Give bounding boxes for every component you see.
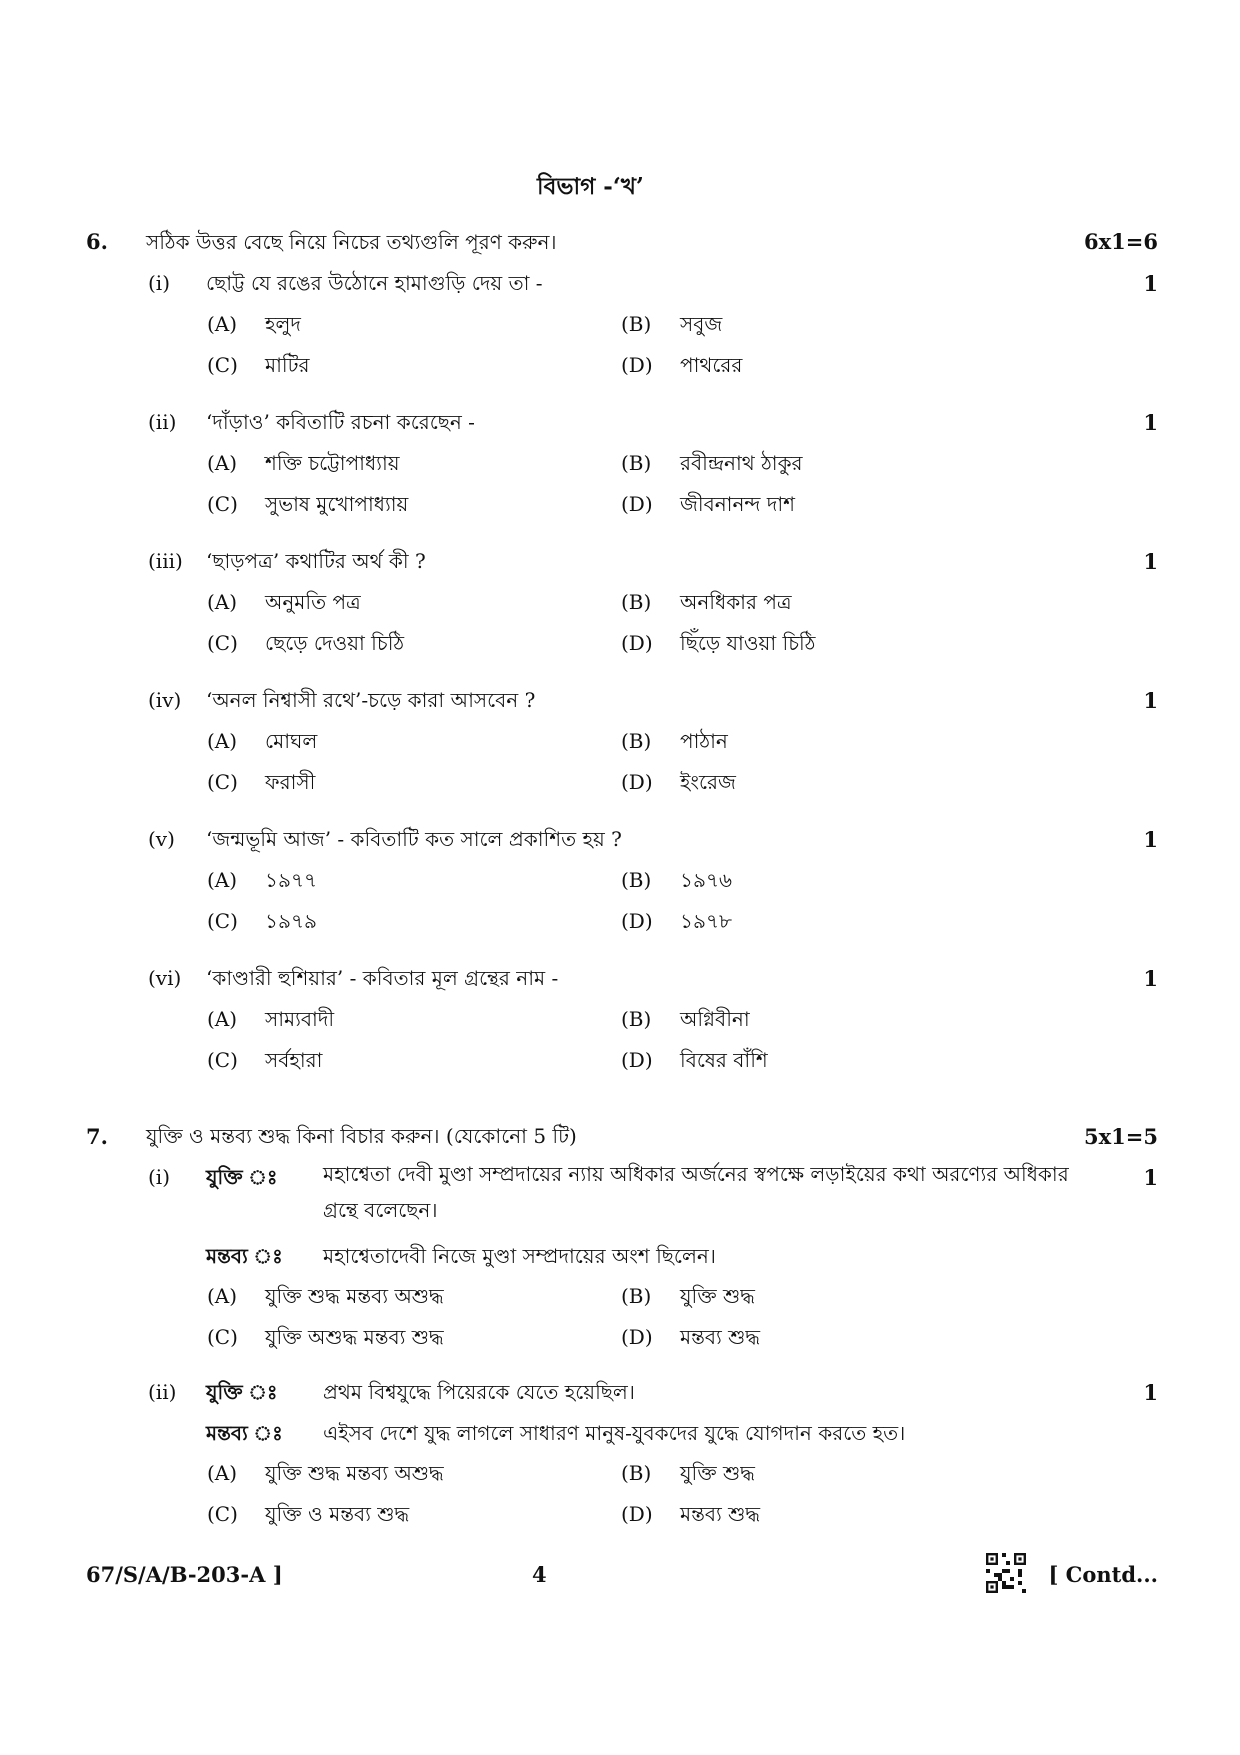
q6-4-option-c-text: ফরাসী <box>265 770 316 794</box>
q7-1-option-c-text: যুক্তি অশুদ্ধ মন্তব্য শুদ্ধ <box>265 1325 444 1349</box>
q6-5-option-a-letter: (A) <box>207 868 238 892</box>
q6-item-2-text: ‘দাঁড়াও’ কবিতাটি রচনা করেছেন - <box>206 410 475 434</box>
q7-1-option-a-letter: (A) <box>207 1284 238 1308</box>
q6-item-6-text: ‘কাণ্ডারী হুশিয়ার’ - কবিতার মূল গ্রন্থের নাম - <box>206 966 559 990</box>
q6-3-option-d-letter: (D) <box>621 631 653 655</box>
question-7-marks: 5x1=5 <box>1084 1124 1158 1149</box>
q6-1-option-c-letter: (C) <box>207 353 238 377</box>
q6-6-option-a-text: সাম্যবাদী <box>265 1007 335 1031</box>
q6-item-5-roman: (v) <box>148 827 175 851</box>
question-6-marks: 6x1=6 <box>1084 229 1158 254</box>
q7-1-option-c-letter: (C) <box>207 1325 238 1349</box>
q7-1-option-a-text: যুক্তি শুদ্ধ মন্তব্য অশুদ্ধ <box>265 1284 444 1308</box>
qr-code-icon <box>986 1553 1026 1593</box>
q7-1-option-d-letter: (D) <box>621 1325 653 1349</box>
q6-3-option-a-letter: (A) <box>207 590 238 614</box>
q6-item-5-marks: 1 <box>1143 827 1158 852</box>
q6-3-option-d-text: ছিঁড়ে যাওয়া চিঠি <box>680 631 816 655</box>
q6-2-option-c-letter: (C) <box>207 492 238 516</box>
q7-2-option-a-letter: (A) <box>207 1461 238 1485</box>
q6-2-option-d-letter: (D) <box>621 492 653 516</box>
q6-3-option-c-text: ছেড়ে দেওয়া চিঠি <box>265 631 405 655</box>
q7-1-option-d-text: মন্তব্য শুদ্ধ <box>680 1325 761 1349</box>
q6-4-option-d-text: ইংরেজ <box>680 770 736 794</box>
q6-1-option-c-text: মাটির <box>265 353 310 377</box>
q6-item-2-roman: (ii) <box>148 410 177 434</box>
q6-5-option-c-letter: (C) <box>207 909 238 933</box>
section-title: বিভাগ -‘খ’ <box>537 173 644 200</box>
q6-6-option-d-text: বিষের বাঁশি <box>680 1048 768 1072</box>
q6-2-option-b-letter: (B) <box>621 451 652 475</box>
q6-item-6-marks: 1 <box>1143 966 1158 991</box>
q7-item-1-roman: (i) <box>148 1165 171 1189</box>
q6-1-option-d-text: পাথরের <box>680 353 743 377</box>
q6-4-option-c-letter: (C) <box>207 770 238 794</box>
q6-6-option-c-text: সর্বহারা <box>265 1048 323 1072</box>
q6-item-3-text: ‘ছাড়পত্র’ কথাটির অর্থ কী ? <box>206 549 426 573</box>
q6-5-option-d-letter: (D) <box>621 909 653 933</box>
q6-item-4-roman: (iv) <box>148 688 182 712</box>
q6-5-option-a-text: ১৯৭৭ <box>265 868 317 892</box>
q7-2-reason-text: প্রথম বিশ্বযুদ্ধে পিয়েরকে যেতে হয়েছিল। <box>323 1380 635 1404</box>
q6-item-1-text: ছোট্ট যে রঙের উঠোনে হামাগুড়ি দেয় তা - <box>206 271 543 295</box>
q6-4-option-a-text: মোঘল <box>265 729 318 753</box>
q6-5-option-b-letter: (B) <box>621 868 652 892</box>
continued-label: [ Contd... <box>1048 1562 1158 1587</box>
q7-item-2-roman: (ii) <box>148 1380 177 1404</box>
q6-4-option-d-letter: (D) <box>621 770 653 794</box>
q6-2-option-d-text: জীবনানন্দ দাশ <box>680 492 795 516</box>
q6-6-option-c-letter: (C) <box>207 1048 238 1072</box>
q7-item-1-marks: 1 <box>1143 1165 1158 1190</box>
q6-5-option-d-text: ১৯৭৮ <box>680 909 732 933</box>
q6-item-1-roman: (i) <box>148 271 171 295</box>
q6-2-option-a-letter: (A) <box>207 451 238 475</box>
q6-item-5-text: ‘জন্মভূমি আজ’ - কবিতাটি কত সালে প্রকাশিত হয় ? <box>206 827 622 851</box>
q6-1-option-a-text: হলুদ <box>265 312 301 336</box>
q7-1-reason-label: যুক্তি ঃ <box>206 1165 278 1189</box>
q7-2-comment-label: মন্তব্য ঃ <box>206 1421 283 1445</box>
q6-1-option-a-letter: (A) <box>207 312 238 336</box>
q6-item-3-roman: (iii) <box>148 549 183 573</box>
q6-1-option-b-letter: (B) <box>621 312 652 336</box>
q6-3-option-b-text: অনধিকার পত্র <box>680 590 792 614</box>
q6-item-3-marks: 1 <box>1143 549 1158 574</box>
q6-6-option-a-letter: (A) <box>207 1007 238 1031</box>
q6-item-1-marks: 1 <box>1143 271 1158 296</box>
q7-2-option-a-text: যুক্তি শুদ্ধ মন্তব্য অশুদ্ধ <box>265 1461 444 1485</box>
question-6-instruction: সঠিক উত্তর বেছে নিয়ে নিচের তথ্যগুলি পূরণ করুন। <box>146 230 557 254</box>
q7-2-option-d-letter: (D) <box>621 1502 653 1526</box>
q6-4-option-b-text: পাঠান <box>680 729 728 753</box>
q6-4-option-a-letter: (A) <box>207 729 238 753</box>
q7-1-reason-text: মহাশ্বেতা দেবী মুণ্ডা সম্প্রদায়ের ন্যায় অধিকার অর্জনের স্বপক্ষে লড়াইয়ের কথা অরণ্যের অধিকার গ্রন্থে বলেছেন। <box>323 1162 1069 1222</box>
q6-2-option-a-text: শক্তি চট্টোপাধ্যায় <box>265 451 400 475</box>
q7-2-option-c-letter: (C) <box>207 1502 238 1526</box>
q7-1-option-b-text: যুক্তি শুদ্ধ <box>680 1284 755 1308</box>
q6-4-option-b-letter: (B) <box>621 729 652 753</box>
question-7-number: 7. <box>86 1124 108 1149</box>
q7-2-reason-label: যুক্তি ঃ <box>206 1380 278 1404</box>
q6-2-option-c-text: সুভাষ মুখোপাধ্যায় <box>265 492 409 516</box>
q6-1-option-d-letter: (D) <box>621 353 653 377</box>
q7-1-comment-label: মন্তব্য ঃ <box>206 1244 283 1268</box>
q6-2-option-b-text: রবীন্দ্রনাথ ঠাকুর <box>680 451 803 475</box>
q6-5-option-c-text: ১৯৭৯ <box>265 909 317 933</box>
q6-6-option-d-letter: (D) <box>621 1048 653 1072</box>
page-number: 4 <box>532 1562 547 1587</box>
q7-1-option-b-letter: (B) <box>621 1284 652 1308</box>
q6-3-option-a-text: অনুমতি পত্র <box>265 590 361 614</box>
question-7-instruction: যুক্তি ও মন্তব্য শুদ্ধ কিনা বিচার করুন। (যেকোনো 5 টি) <box>146 1124 577 1148</box>
q7-1-comment-text: মহাশ্বেতাদেবী নিজে মুণ্ডা সম্প্রদায়ের অংশ ছিলেন। <box>323 1244 716 1268</box>
q7-2-comment-text: এইসব দেশে যুদ্ধ লাগলে সাধারণ মানুষ-যুবকদের যুদ্ধে যোগদান করতে হত। <box>323 1421 906 1445</box>
q6-item-2-marks: 1 <box>1143 410 1158 435</box>
q7-2-option-b-text: যুক্তি শুদ্ধ <box>680 1461 755 1485</box>
q6-item-4-text: ‘অনল নিশ্বাসী রথে’-চড়ে কারা আসবেন ? <box>206 688 536 712</box>
q7-2-option-b-letter: (B) <box>621 1461 652 1485</box>
q6-6-option-b-letter: (B) <box>621 1007 652 1031</box>
q6-6-option-b-text: অগ্নিবীনা <box>680 1007 750 1031</box>
q7-item-2-marks: 1 <box>1143 1380 1158 1405</box>
q6-item-6-roman: (vi) <box>148 966 182 990</box>
question-6-number: 6. <box>86 229 108 254</box>
q6-1-option-b-text: সবুজ <box>680 312 723 336</box>
q6-item-4-marks: 1 <box>1143 688 1158 713</box>
q7-2-option-c-text: যুক্তি ও মন্তব্য শুদ্ধ <box>265 1502 410 1526</box>
q6-3-option-c-letter: (C) <box>207 631 238 655</box>
q7-2-option-d-text: মন্তব্য শুদ্ধ <box>680 1502 761 1526</box>
q6-3-option-b-letter: (B) <box>621 590 652 614</box>
q6-5-option-b-text: ১৯৭৬ <box>680 868 732 892</box>
paper-code: 67/S/A/B-203-A ] <box>86 1562 283 1587</box>
